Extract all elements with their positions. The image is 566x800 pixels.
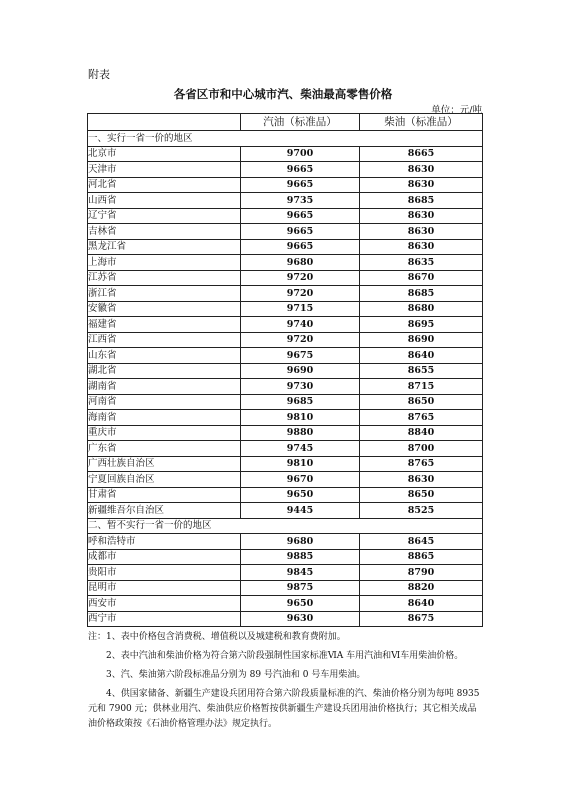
- gasoline-price-cell: 9810: [241, 456, 360, 472]
- region-cell: 呼和浩特市: [88, 534, 241, 550]
- region-cell: 宁夏回族自治区: [88, 472, 241, 488]
- diesel-price-cell: 8665: [360, 146, 483, 162]
- region-cell: 成都市: [88, 549, 241, 565]
- gasoline-price-cell: 9665: [241, 224, 360, 240]
- note-3: 3、汽、柴油第六阶段标准品分别为 89 号汽油和 0 号车用柴油。: [106, 670, 366, 680]
- table-row: [88, 596, 483, 612]
- diesel-price-cell: 8630: [360, 472, 483, 488]
- diesel-price-cell: 8640: [360, 348, 483, 364]
- gasoline-price-cell: 9745: [241, 441, 360, 457]
- table-row: [88, 363, 483, 379]
- diesel-price-cell: 8655: [360, 363, 483, 379]
- region-cell: 重庆市: [88, 425, 241, 441]
- table-row: [88, 472, 483, 488]
- diesel-price-cell: 8685: [360, 193, 483, 209]
- region-cell: 新疆维吾尔自治区: [88, 503, 241, 519]
- diesel-price-cell: 8680: [360, 301, 483, 317]
- region-cell: 福建省: [88, 317, 241, 333]
- diesel-price-cell: 8675: [360, 611, 483, 627]
- unit-label: 单位：元/吨: [431, 105, 482, 116]
- diesel-price-cell: 8645: [360, 534, 483, 550]
- table-row: [88, 441, 483, 457]
- gasoline-price-cell: 9715: [241, 301, 360, 317]
- gasoline-price-cell: 9735: [241, 193, 360, 209]
- diesel-price-cell: 8630: [360, 239, 483, 255]
- header-diesel: 柴油（标准品）: [360, 114, 483, 131]
- gasoline-price-cell: 9665: [241, 239, 360, 255]
- region-cell: 浙江省: [88, 286, 241, 302]
- table-row: [88, 332, 483, 348]
- region-cell: 北京市: [88, 146, 241, 162]
- region-cell: 昆明市: [88, 580, 241, 596]
- gasoline-price-cell: 9445: [241, 503, 360, 519]
- table-row: [88, 549, 483, 565]
- diesel-price-cell: 8630: [360, 177, 483, 193]
- page-title: 各省区市和中心城市汽、柴油最高零售价格: [173, 87, 393, 101]
- region-cell: 湖南省: [88, 379, 241, 395]
- gasoline-price-cell: 9885: [241, 549, 360, 565]
- region-cell: 河北省: [88, 177, 241, 193]
- table-row: [88, 224, 483, 240]
- region-cell: 江西省: [88, 332, 241, 348]
- table-row: [88, 410, 483, 426]
- diesel-price-cell: 8650: [360, 394, 483, 410]
- region-cell: 安徽省: [88, 301, 241, 317]
- note-2: 2、表中汽油和柴油价格为符合第六阶段强制性国家标准ⅥA 车用汽油和Ⅵ车用柴油价格。: [106, 651, 464, 661]
- note-1: 注：1、表中价格包含消费税、增值税以及城建税和教育费附加。: [88, 632, 346, 642]
- diesel-price-cell: 8865: [360, 549, 483, 565]
- gasoline-price-cell: 9720: [241, 332, 360, 348]
- region-cell: 湖北省: [88, 363, 241, 379]
- gasoline-price-cell: 9680: [241, 255, 360, 271]
- header-region: [88, 114, 241, 131]
- gasoline-price-cell: 9650: [241, 487, 360, 503]
- gasoline-price-cell: 9675: [241, 348, 360, 364]
- gasoline-price-cell: 9685: [241, 394, 360, 410]
- region-cell: 山西省: [88, 193, 241, 209]
- table-row: [88, 534, 483, 550]
- table-row: [88, 394, 483, 410]
- gasoline-price-cell: 9875: [241, 580, 360, 596]
- region-cell: 上海市: [88, 255, 241, 271]
- notes: [88, 630, 483, 736]
- diesel-price-cell: 8820: [360, 580, 483, 596]
- diesel-price-cell: 8685: [360, 286, 483, 302]
- region-cell: 贵阳市: [88, 565, 241, 581]
- header-gasoline: 汽油（标准品）: [241, 114, 360, 131]
- diesel-price-cell: 8630: [360, 224, 483, 240]
- region-cell: 辽宁省: [88, 208, 241, 224]
- diesel-price-cell: 8840: [360, 425, 483, 441]
- gasoline-price-cell: 9730: [241, 379, 360, 395]
- region-cell: 山东省: [88, 348, 241, 364]
- table-row: [88, 286, 483, 302]
- region-cell: 天津市: [88, 162, 241, 178]
- diesel-price-cell: 8695: [360, 317, 483, 333]
- attachment-label: 附表: [88, 68, 110, 81]
- diesel-price-cell: 8700: [360, 441, 483, 457]
- diesel-price-cell: 8765: [360, 410, 483, 426]
- diesel-price-cell: 8670: [360, 270, 483, 286]
- table-row: [88, 379, 483, 395]
- gasoline-price-cell: 9700: [241, 146, 360, 162]
- table-row: [88, 193, 483, 209]
- gasoline-price-cell: 9630: [241, 611, 360, 627]
- gasoline-price-cell: 9845: [241, 565, 360, 581]
- table-row: [88, 301, 483, 317]
- section-row: [88, 518, 483, 534]
- region-cell: 海南省: [88, 410, 241, 426]
- table-row: [88, 487, 483, 503]
- diesel-price-cell: 8790: [360, 565, 483, 581]
- gasoline-price-cell: 9720: [241, 286, 360, 302]
- region-cell: 河南省: [88, 394, 241, 410]
- table-header-row: [88, 114, 483, 131]
- region-cell: 广东省: [88, 441, 241, 457]
- section-1-label: 一、实行一省一价的地区: [88, 131, 483, 147]
- table-row: [88, 270, 483, 286]
- table-row: [88, 146, 483, 162]
- gasoline-price-cell: 9810: [241, 410, 360, 426]
- table-row: [88, 425, 483, 441]
- table-row: [88, 177, 483, 193]
- gasoline-price-cell: 9690: [241, 363, 360, 379]
- gasoline-price-cell: 9680: [241, 534, 360, 550]
- region-cell: 广西壮族自治区: [88, 456, 241, 472]
- region-cell: 甘肃省: [88, 487, 241, 503]
- table-row: [88, 503, 483, 519]
- table-row: [88, 162, 483, 178]
- section-2-label: 二、暂不实行一省一价的地区: [88, 518, 483, 534]
- table-row: [88, 255, 483, 271]
- gasoline-price-cell: 9665: [241, 177, 360, 193]
- diesel-price-cell: 8630: [360, 208, 483, 224]
- table-row: [88, 317, 483, 333]
- gasoline-price-cell: 9720: [241, 270, 360, 286]
- table-row: [88, 348, 483, 364]
- table-row: [88, 208, 483, 224]
- diesel-price-cell: 8650: [360, 487, 483, 503]
- gasoline-price-cell: 9880: [241, 425, 360, 441]
- region-cell: 西安市: [88, 596, 241, 612]
- table-row: [88, 456, 483, 472]
- table-body: [88, 131, 483, 627]
- table-row: [88, 239, 483, 255]
- diesel-price-cell: 8690: [360, 332, 483, 348]
- region-cell: 吉林省: [88, 224, 241, 240]
- diesel-price-cell: 8765: [360, 456, 483, 472]
- diesel-price-cell: 8635: [360, 255, 483, 271]
- gasoline-price-cell: 9665: [241, 208, 360, 224]
- price-table: [87, 113, 483, 627]
- gasoline-price-cell: 9665: [241, 162, 360, 178]
- table-row: [88, 611, 483, 627]
- diesel-price-cell: 8640: [360, 596, 483, 612]
- gasoline-price-cell: 9650: [241, 596, 360, 612]
- table-row: [88, 580, 483, 596]
- gasoline-price-cell: 9740: [241, 317, 360, 333]
- diesel-price-cell: 8525: [360, 503, 483, 519]
- section-row: [88, 131, 483, 147]
- region-cell: 黑龙江省: [88, 239, 241, 255]
- note-4: 4、供国家储备、新疆生产建设兵团用符合第六阶段质量标准的汽、柴油价格分别为每吨 8935 元和 7900 元；供林业用汽、柴油供应价格暂按供新疆生产建设兵团用油价格执行；其它相关成品油价格政策按《石油价格管理办法》规定执行。: [88, 689, 480, 729]
- region-cell: 江苏省: [88, 270, 241, 286]
- diesel-price-cell: 8630: [360, 162, 483, 178]
- region-cell: 西宁市: [88, 611, 241, 627]
- table-row: [88, 565, 483, 581]
- gasoline-price-cell: 9670: [241, 472, 360, 488]
- diesel-price-cell: 8715: [360, 379, 483, 395]
